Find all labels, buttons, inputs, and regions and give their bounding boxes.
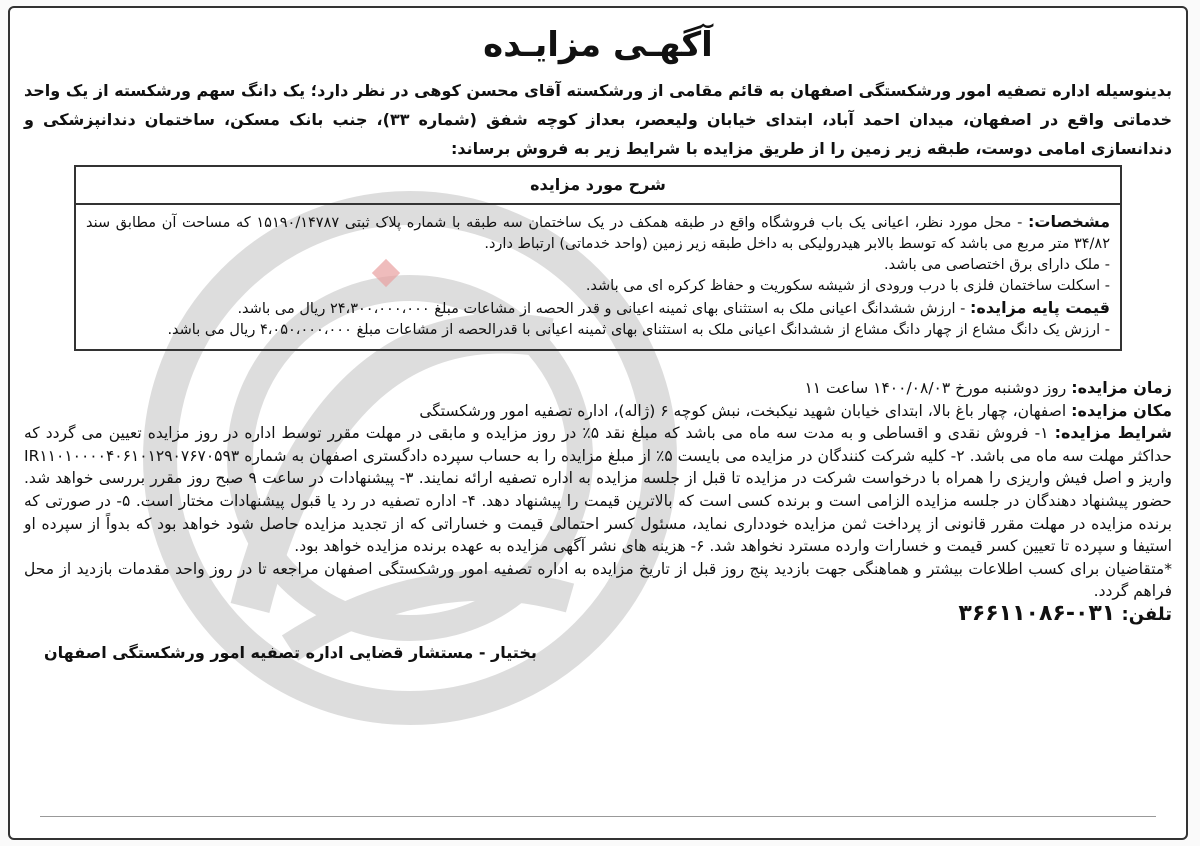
price-paragraph <box>86 297 1110 320</box>
price-paragraph-2: - ارزش یک دانگ مشاع از چهار دانگ مشاع از ششدانگ اعیانی ملک به استثنای بهای ثمینه اعیانی با قدرالحصه از مشاعات مبلغ ۴،۰۵۰،۰۰۰،۰۰۰ ریال می باشد. <box>167 322 1110 338</box>
specs-bullet-1: - ملک دارای برق اختصاصی می باشد. <box>883 257 1110 273</box>
notice-content <box>24 8 1172 662</box>
phone-line <box>24 600 1172 627</box>
auction-item-box <box>74 165 1122 351</box>
time-label: زمان مزایده: <box>1071 378 1172 397</box>
box-body <box>76 205 1120 349</box>
notice-title: آگهـی مزایـده <box>483 25 713 65</box>
auction-conditions <box>24 422 1172 558</box>
specs-bullet-2: - اسکلت ساختمان فلزی با درب ورودی از شیشه سکوریت و حفاظ کرکره ای می باشد. <box>585 278 1110 294</box>
phone-label: تلفن: <box>1121 603 1172 625</box>
box-title: شرح مورد مزایده <box>76 167 1120 205</box>
place-text: اصفهان، چهار باغ بالا، ابتدای خیابان شهید نیکبخت، نبش کوچه ۶ (ژاله)، اداره تصفیه امور ورشکستگی <box>419 401 1067 420</box>
auction-place <box>24 400 1172 423</box>
notice-frame <box>8 6 1188 840</box>
time-text: روز دوشنبه مورخ ۱۴۰۰/۰۸/۰۳ ساعت ۱۱ <box>804 379 1067 397</box>
auction-details <box>24 377 1172 627</box>
signature-line: بختیار - مستشار قضایی اداره تصفیه امور ورشکستگی اصفهان <box>44 642 537 662</box>
place-label: مکان مزایده: <box>1071 400 1172 420</box>
price-label: قیمت پایه مزایده: <box>970 298 1110 317</box>
auction-time <box>24 377 1172 400</box>
specs-text: - محل مورد نظر، اعیانی یک باب فروشگاه واقع در طبقه همکف در یک ساختمان سه طبقه با شماره پلاک ثبتی ۱۵۱۹۰/۱۴۷۸۷ که مساحت آن مطابق سند ۳۴/۸۲ متر مربع می باشد که توسط بالابر هیدرولیکی به داخل طبقه زیر زمین (واحد خدماتی) ارتباط دارد. <box>86 215 1110 252</box>
price-text: - ارزش ششدانگ اعیانی ملک به استثنای بهای ثمینه اعیانی و قدر الحصه از مشاعات مبلغ ۲۴،۳۰۰،۰۰۰،۰۰۰ ریال می باشد. <box>237 301 966 317</box>
bottom-divider <box>40 816 1156 817</box>
intro-paragraph: بدینوسیله اداره تصفیه امور ورشکستگی اصفهان به قائم مقامی از ورشکسته آقای محسن کوهی در نظر دارد؛ یک دانگ سهم ورشکسته از یک واحد خدماتی واقع در اصفهان، میدان احمد آباد، ابتدای خیابان ولیعصر، بعداز کوچه شفق (شماره ۳۳)، جنب بانک مسکن، ساختمان دندانپزشکی و دندانسازی امامی دوست، طبقه زیر زمین را از طریق مزایده با شرایط زیر به فروش برساند: <box>24 81 1172 158</box>
conditions-text: ۱- فروش نقدی و اقساطی و به مدت سه ماه می باشد که مبلغ نقد ۵٪ در روز مزایده و مابقی در مهلت مقرر توسط اداره در روز مزایده تعیین می گردد که حداکثر مهلت سه ماه می باشد. ۲- کلیه شرکت کنندگان در مزایده می بایست ۵٪ از مبلغ مزایده را به حساب سپرده دادگستری اصفهان به شماره IR۱۱۰۱۰۰۰۰۴۰۶۱۰۱۲۹۰۷۶۷۰۵۹۳ واریز و اصل فیش واریزی را همراه با درخواست شرکت در مزایده تا قبل از جلسه مزایده به اداره تصفیه ارائه نمایند. ۳- پیشنهادات در ساعت ۹ صبح روز مقرر بررسی خواهد شد. حضور پیشنهاد دهندگان در جلسه مزایده الزامی است و برنده کسی است که بالاترین قیمت را پیشنهاد دهد. ۴- اداره تصفیه در رد یا قبول پیشنهادات مختار است. ۵- در صورتی که برنده مزایده در مهلت مقرر قانونی از پرداخت ثمن مزایده خودداری نماید، مسئول کسر احتمالی قیمت و خساراتی که از تجدید مزایده حاصل شود خواهد بود که بدواً از سپرده او استیفا و سپرده تا تعیین کسر قیمت و خسارات وارده مسترد نخواهد شد. ۶- هزینه های نشر آگهی مزایده به عهده برنده مزایده خواهد بود. <box>24 424 1172 556</box>
phone-number: ۰۳۱-۳۶۶۱۱۰۸۶ <box>958 600 1116 626</box>
specs-label: مشخصات: <box>1028 212 1110 231</box>
visit-note: *متقاضیان برای کسب اطلاعات بیشتر و هماهنگی جهت بازدید پنج روز قبل از تاریخ مزایده به اداره تصفیه امور ورشکستگی اصفهان مراجعه تا در روز واحد مقدمات بازدید از محل فراهم گردد. <box>24 559 1172 601</box>
specs-paragraph <box>86 211 1110 255</box>
conditions-label: شرایط مزایده: <box>1054 423 1173 443</box>
